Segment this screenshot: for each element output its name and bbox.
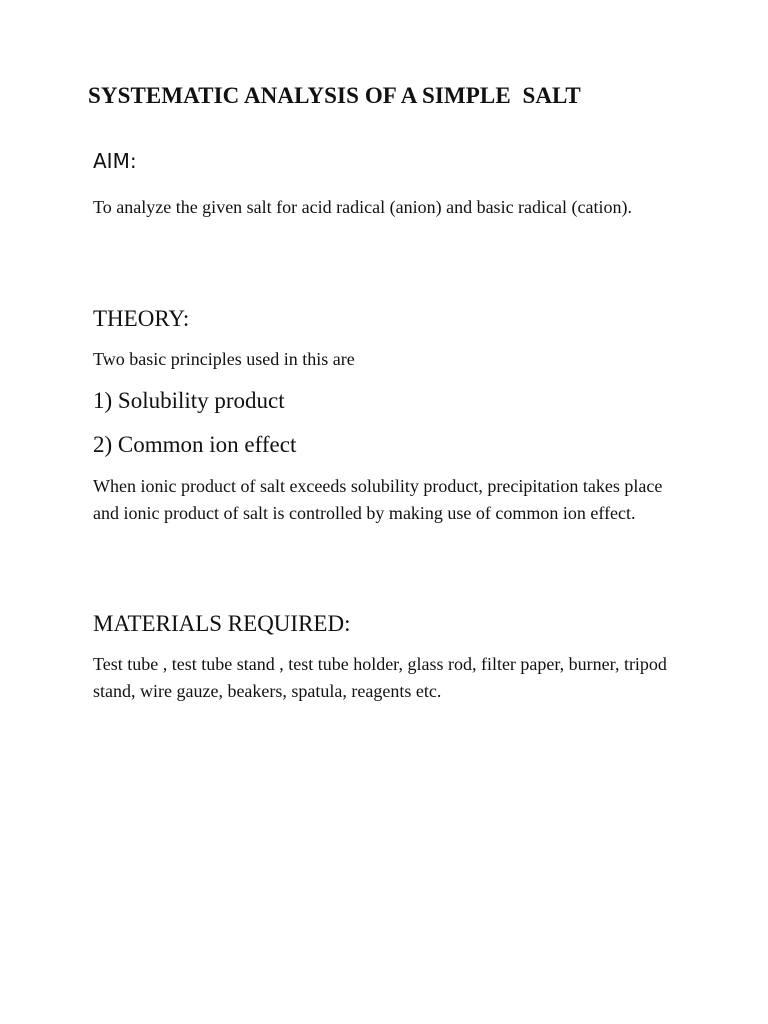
aim-text: To analyze the given salt for acid radical (anion) and basic radical (cation). [93, 197, 632, 217]
aim-heading: AIM: [93, 149, 137, 173]
theory-text: When ionic product of salt exceeds solubility product, precipitation takes place and ionic product of salt is controlled by making use of common ion effect. [93, 476, 663, 523]
materials-text: Test tube , test tube stand , test tube holder, glass rod, filter paper, burner, tripod stand, wire gauze, beakers, spatula, reagents etc. [93, 654, 667, 701]
document-title: SYSTEMATIC ANALYSIS OF A SIMPLE SALT [88, 83, 581, 108]
principle-solubility-product: 1) Solubility product [93, 388, 285, 413]
materials-heading: MATERIALS REQUIRED: [93, 611, 351, 636]
principle-common-ion-effect: 2) Common ion effect [93, 432, 297, 457]
theory-intro: Two basic principles used in this are [93, 349, 355, 369]
theory-heading: THEORY: [93, 306, 190, 331]
